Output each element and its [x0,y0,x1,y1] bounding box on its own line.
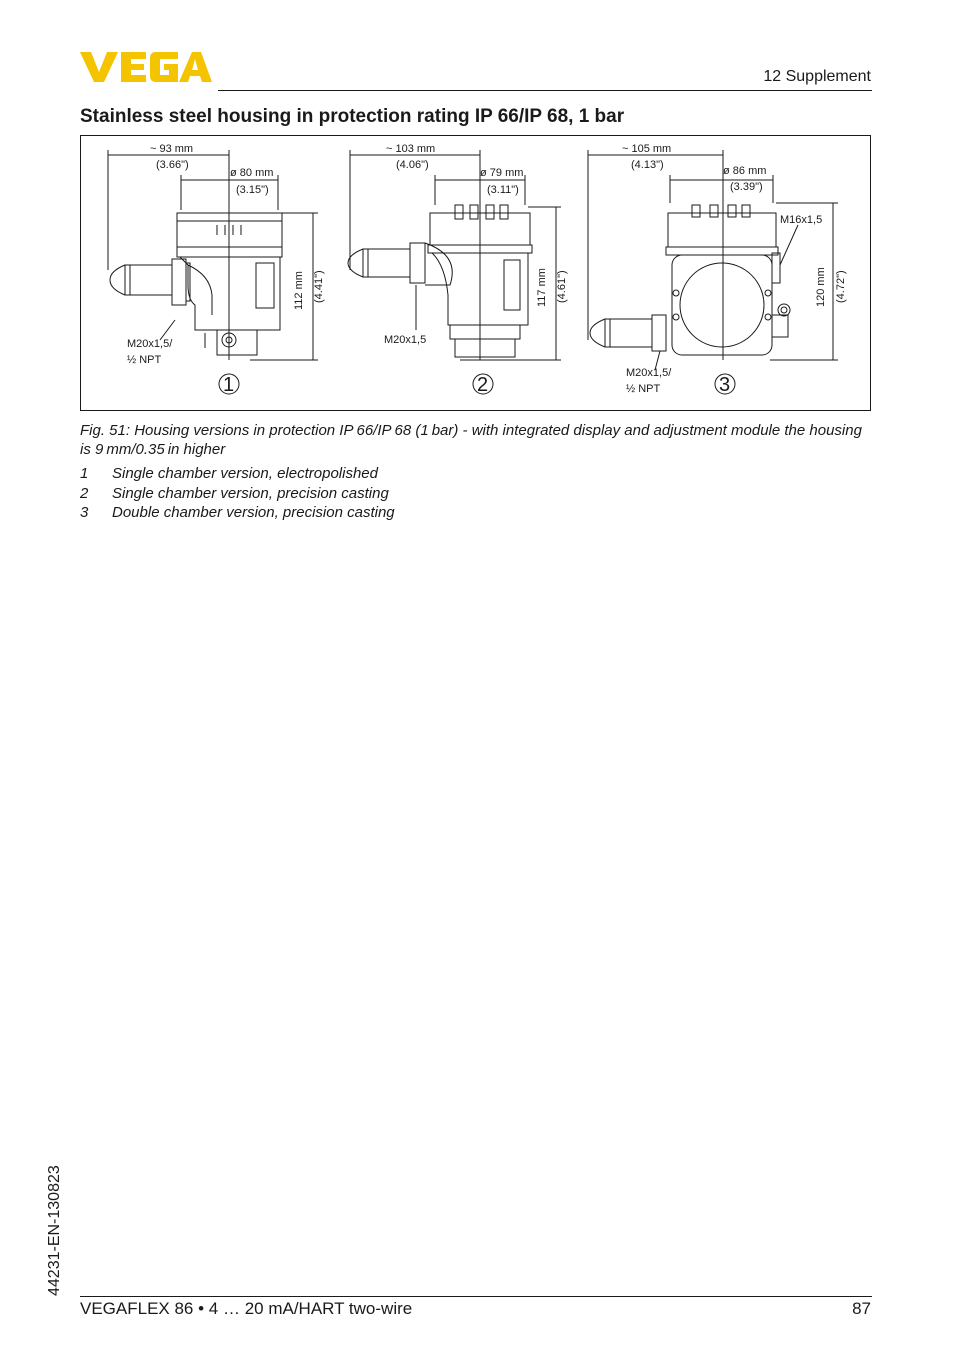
footer-title: VEGAFLEX 86 • 4 … 20 mA/HART two-wire [80,1299,413,1318]
housing-2-drawing [348,150,561,360]
section-label: 12 Supplement [763,68,871,85]
housing-1-width: ~ 93 mm [150,143,194,155]
legend-text: Single chamber version, electropolished [112,465,378,482]
housing-3-thread-line1: M20x1,5/ [626,367,672,379]
housing-1-height: 112 mm [293,271,305,310]
housing-3-height-inch: (4.72") [835,270,847,303]
housing-3-drawing [588,150,838,370]
housing-3-diameter: ø 86 mm [723,165,767,177]
housing-1-drawing [108,150,318,360]
housing-3-thread-side: M16x1,5 [780,214,823,226]
housing-1-height-inch: (4.41") [313,270,325,303]
housing-1-diameter-inch: (3.15") [236,184,269,196]
housing-2-height: 117 mm [536,268,548,307]
page-number: 87 [852,1299,871,1318]
housing-1-thread-line2: ½ NPT [127,354,162,366]
housing-3-height: 120 mm [815,267,827,307]
document-id: 44231-EN-130823 [46,1165,63,1296]
housing-1-width-inch: (3.66") [156,159,189,171]
housing-1-thread-line1: M20x1,5/ [127,338,173,350]
housing-2-height-inch: (4.61") [556,270,568,303]
housing-1-diameter: ø 80 mm [230,167,274,179]
figure-caption: Fig. 51: Housing versions in protection IP 66/IP 68 (1 bar) - with integrated display and adjustment module the housing is 9 mm/0.35 in higher [80,422,862,458]
housing-1-callout: 1 [223,374,235,396]
housing-3-diameter-inch: (3.39") [730,181,763,193]
housing-drawing [80,135,871,411]
footer-rule [80,1296,872,1297]
legend-number: 1 [80,465,89,482]
legend-item [80,504,395,521]
legend-number: 2 [80,485,89,502]
housing-2-thread: M20x1,5 [384,334,427,346]
housing-3-thread-line2: ½ NPT [626,383,661,395]
housing-2-width-inch: (4.06") [396,159,429,171]
legend-text: Single chamber version, precision casting [112,485,389,502]
header-rule [218,90,872,91]
housing-3-width-inch: (4.13") [631,159,664,171]
legend-item [80,465,378,482]
housing-3-width: ~ 105 mm [622,143,672,155]
housing-2-diameter: ø 79 mm [480,167,524,179]
housing-2-diameter-inch: (3.11") [487,184,519,196]
housing-2-width: ~ 103 mm [386,143,436,155]
legend-text: Double chamber version, precision casting [112,504,395,521]
legend-item [80,485,389,502]
legend-number: 3 [80,504,89,521]
page-heading: Stainless steel housing in protection rating IP 66/IP 68, 1 bar [80,106,625,127]
housing-3-callout: 3 [719,374,731,396]
vega-logo [80,50,212,84]
housing-2-callout: 2 [477,374,489,396]
